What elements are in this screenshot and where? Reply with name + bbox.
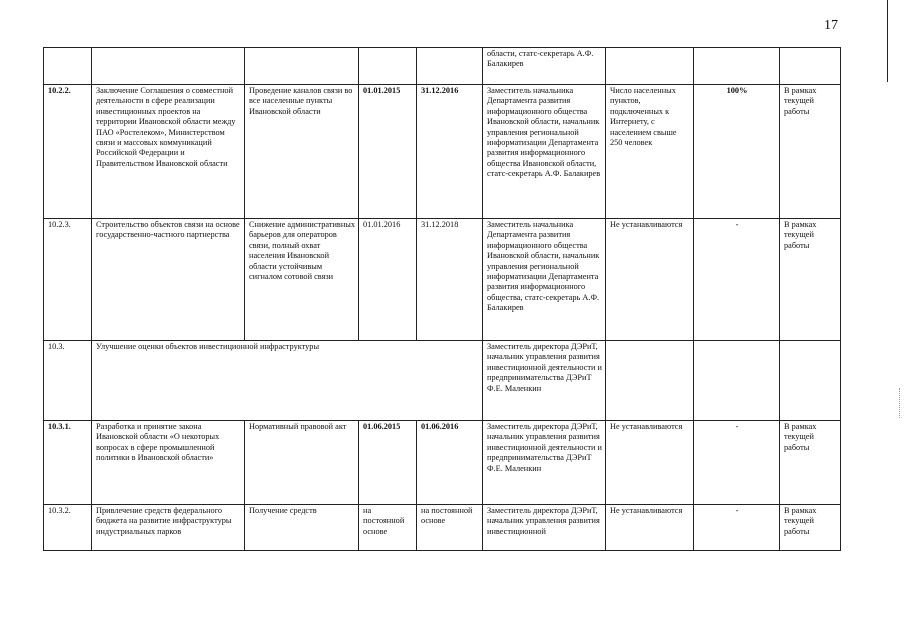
- row-title: Разработка и принятие закона Ивановской области «О некоторых вопросах в сфере промышленной политики в Ивановской области»: [92, 421, 245, 505]
- section-row: [44, 341, 841, 421]
- page-number: 17: [824, 18, 838, 33]
- row-funding: В рамках текущей работы: [780, 219, 841, 341]
- row-funding: В рамках текущей работы: [780, 85, 841, 219]
- row-title: [92, 48, 245, 85]
- row-result: Получение средств: [245, 505, 359, 551]
- row-responsible: Заместитель директора ДЭРиТ, начальник управления развития инвестиционной деятельности и предпринимательства ДЭРиТ Ф.Е. Маленкин: [483, 421, 606, 505]
- table-row: [44, 505, 841, 551]
- row-result: Нормативный правовой акт: [245, 421, 359, 505]
- row-start-date: 01.01.2016: [359, 219, 417, 341]
- row-start-date: [359, 48, 417, 85]
- row-funding: В рамках текущей работы: [780, 505, 841, 551]
- row-indicator: Не устанавливаются: [606, 219, 694, 341]
- row-indicator: [606, 48, 694, 85]
- row-title: Привлечение средств федерального бюджета на развитие инфраструктуры индустриальных парков: [92, 505, 245, 551]
- row-value: 100%: [694, 85, 780, 219]
- row-responsible: области, статс-секретарь А.Ф. Балакирев: [483, 48, 606, 85]
- row-result: Проведение каналов связи во все населенные пункты Ивановской области: [245, 85, 359, 219]
- row-indicator: [606, 341, 694, 421]
- row-end-date: 31.12.2016: [417, 85, 483, 219]
- table-row: [44, 85, 841, 219]
- row-end-date: [417, 48, 483, 85]
- row-start-date: на постоянной основе: [359, 505, 417, 551]
- row-responsible: Заместитель директора ДЭРиТ, начальник управления развития инвестиционной: [483, 505, 606, 551]
- row-funding: В рамках текущей работы: [780, 421, 841, 505]
- row-code: 10.3.2.: [44, 505, 92, 551]
- row-title: Заключение Соглашения о совместной деятельности в сфере реализации инвестиционных проектов на территории Ивановской области между ПАО «Ростелеком», Министерством связи и массовых коммуникаций Российской Федерации и Правительством Ивановской области: [92, 85, 245, 219]
- row-responsible: Заместитель директора ДЭРиТ, начальник управления развития инвестиционной деятельности и предпринимательства ДЭРиТ Ф.Е. Маленкин: [483, 341, 606, 421]
- row-code: 10.3.1.: [44, 421, 92, 505]
- margin-rule: [887, 0, 888, 82]
- row-responsible: Заместитель начальника Департамента развития информационного общества Ивановской области, начальник управления региональной информатизации Департамента развития информационного общества Ивановской области, статс-секретарь А.Ф. Балакирев: [483, 85, 606, 219]
- row-end-date: на постоянной основе: [417, 505, 483, 551]
- row-value: -: [694, 505, 780, 551]
- margin-scan-marks: [899, 388, 904, 418]
- table-row: [44, 421, 841, 505]
- row-code: [44, 48, 92, 85]
- row-result: [245, 48, 359, 85]
- row-code: 10.2.3.: [44, 219, 92, 341]
- row-funding: [780, 341, 841, 421]
- row-value: -: [694, 219, 780, 341]
- row-start-date: 01.01.2015: [359, 85, 417, 219]
- row-indicator: Не устанавливаются: [606, 421, 694, 505]
- row-value: -: [694, 421, 780, 505]
- row-code: 10.2.2.: [44, 85, 92, 219]
- row-responsible: Заместитель начальника Департамента развития информационного общества Ивановской области, начальник управления региональной информатизации Департамента развития информационного общества, статс-секретарь А.Ф. Балакирев: [483, 219, 606, 341]
- row-value: [694, 48, 780, 85]
- section-title: Улучшение оценки объектов инвестиционной инфраструктуры: [92, 341, 483, 421]
- row-start-date: 01.06.2015: [359, 421, 417, 505]
- row-funding: [780, 48, 841, 85]
- row-result: Снижение административных барьеров для операторов связи, полный охват населения Ивановской области устойчивым сигналом сотовой связи: [245, 219, 359, 341]
- row-indicator: Число населенных пунктов, подключенных к Интернету, с населением свыше 250 человек: [606, 85, 694, 219]
- row-title: Строительство объектов связи на основе государственно-частного партнерства: [92, 219, 245, 341]
- row-value: [694, 341, 780, 421]
- table-row: [44, 219, 841, 341]
- row-code: 10.3.: [44, 341, 92, 421]
- row-indicator: Не устанавливаются: [606, 505, 694, 551]
- row-end-date: 01.06.2016: [417, 421, 483, 505]
- row-end-date: 31.12.2018: [417, 219, 483, 341]
- action-plan-table: [43, 47, 841, 551]
- table-row: [44, 48, 841, 85]
